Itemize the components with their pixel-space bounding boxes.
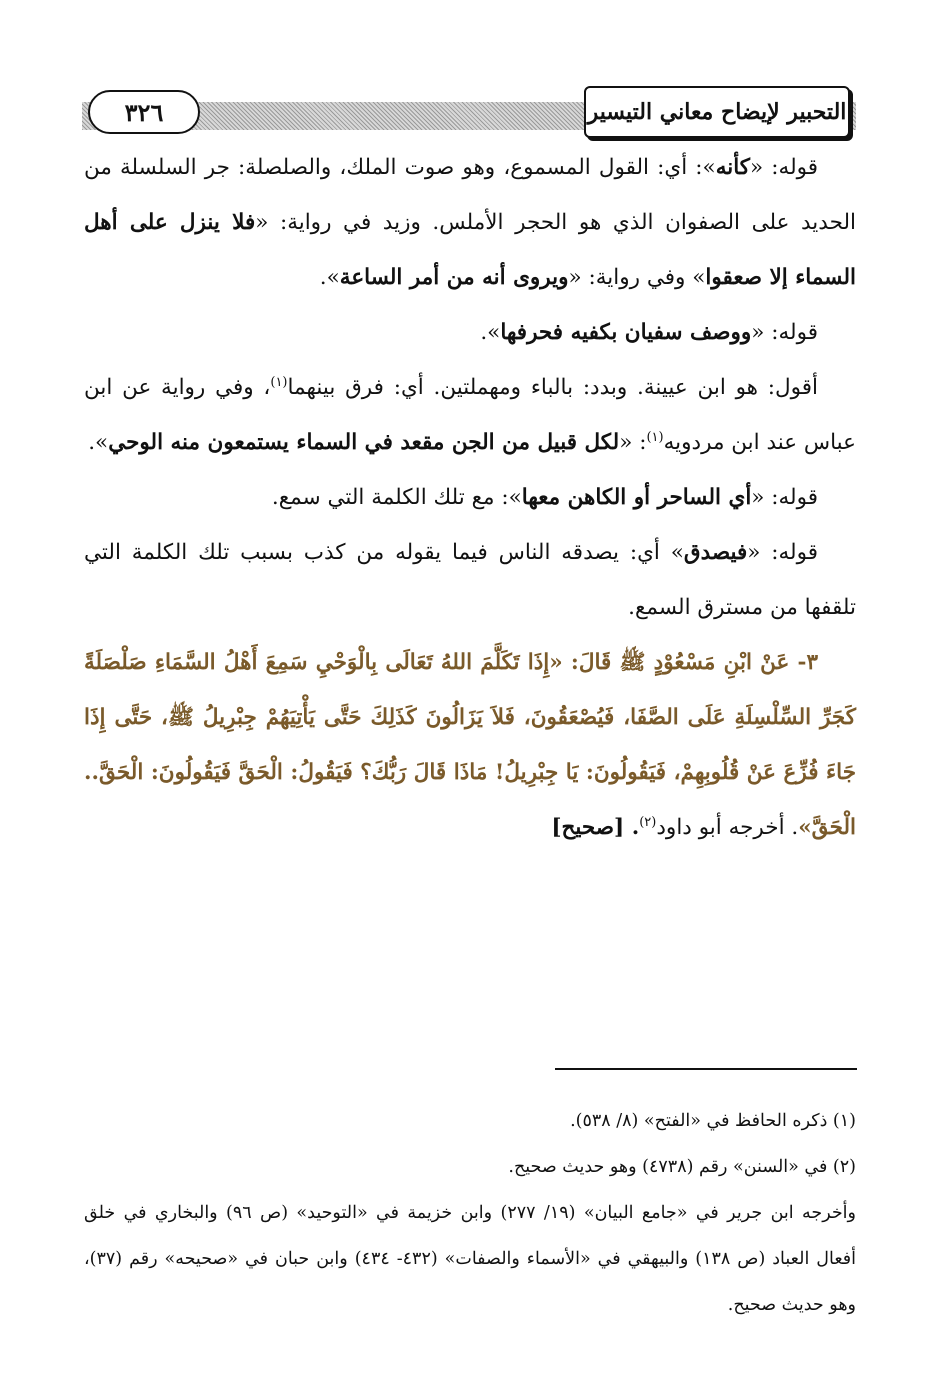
text: . أخرجه أبو داود — [656, 815, 799, 840]
bold-text: ويروى أنه من أمر الساعة — [339, 265, 569, 290]
paragraph-1 — [84, 140, 856, 305]
book-title: التحبير لإيضاح معاني التيسير — [584, 86, 850, 138]
bold-text: ووصف سفيان بكفيه فحرفها — [500, 320, 752, 345]
text: ». — [319, 265, 340, 290]
paragraph-4 — [84, 470, 856, 525]
paragraph-5 — [84, 525, 856, 635]
hadith-grade: [صحيح] — [551, 815, 625, 840]
footnote-ref[interactable]: (١) — [646, 429, 664, 445]
paragraph-2 — [84, 305, 856, 360]
text: أقول: هو ابن عيينة. وبدد: بالباء ومهملتين. أي: فرق بينهما — [287, 375, 818, 400]
text: » أي: يصدقه الناس فيما يقوله من كذب بسبب تلك الكلمة التي تلقفها من مسترق السمع. — [84, 540, 856, 620]
running-header — [82, 86, 856, 144]
footnote-ref[interactable]: (١) — [270, 374, 288, 390]
footnote-ref[interactable]: (٢) — [639, 814, 657, 830]
bold-text: كأنه — [715, 155, 751, 180]
hadith-paragraph — [84, 635, 856, 855]
text: » وفي رواية: « — [568, 265, 706, 290]
body-text — [84, 140, 856, 855]
text: قوله: « — [747, 540, 818, 565]
footnote-2-continued: وأخرجه ابن جرير في «جامع البيان» (١٩/ ٢٧٧) وابن خزيمة في «التوحيد» (ص ٩٦) والبخاري في خلق أفعال العباد (ص ١٣٨) والبيهقي في «الأسماء والصفات» (٤٣٢- ٤٣٤) وابن حبان في «صحيحه» رقم (٣٧)، وهو حديث صحيح. — [84, 1203, 857, 1315]
page-number: ٣٢٦ — [88, 90, 200, 134]
footnote-1: (١) ذكره الحافظ في «الفتح» (٨/ ٥٣٨). — [570, 1111, 856, 1131]
bold-text: أي الساحر أو الكاهن معها — [521, 485, 752, 510]
footnotes — [84, 1098, 856, 1328]
text: قوله: « — [751, 485, 818, 510]
bold-text: فلا ينزل على أهل السماء إلا صعقوا — [84, 210, 856, 290]
text: قوله: « — [750, 155, 818, 180]
text: قوله: « — [751, 320, 818, 345]
text: »: مع تلك الكلمة التي سمع. — [271, 485, 522, 510]
text: . — [624, 815, 640, 840]
bold-text: لكل قبيل من الجن مقعد في السماء يستمعون منه الوحي — [108, 430, 620, 455]
hadith-text: ٣- عَنْ ابْنِ مَسْعُوْدٍ ﷺ قَالَ: «إِذَا تَكَلَّمَ اللهُ تَعَالَى بِالْوَحْيِ سَمِعَ أَهْلُ السَّمَاءِ صَلْصَلَةً كَجَرِّ السِّلْسِلَةِ عَلَى الصَّفَا، فَيُصْعَقُونَ، فَلاَ يَزَالُونَ كَذَلِكَ حَتَّى يَأْتِيَهُمْ جِبْرِيلُ ﷺ، حَتَّى إِذَا جَاءَ فُزِّعَ عَنْ قُلُوبِهِمْ، فَيَقُولُونَ: يَا جِبْرِيلُ! مَاذَا قَالَ رَبُّكَ؟ فَيَقُولُ: الْحَقَّ فَيَقُولُونَ: الْحَقَّ.. الْحَقَّ» — [84, 650, 856, 840]
text: ، وفي رواية عن ابن عباس عند ابن مردويه — [84, 375, 856, 455]
footnote-2: (٢) في «السنن» رقم (٤٧٣٨) وهو حديث صحيح. — [508, 1157, 856, 1177]
bold-text: فيصدق — [683, 540, 748, 565]
text: ». — [88, 430, 109, 455]
paragraph-3 — [84, 360, 856, 470]
footnote-divider — [555, 1068, 857, 1070]
text: : « — [619, 430, 647, 455]
text: »: أي: القول المسموع، وهو صوت الملك، والصلصلة: جر السلسلة من الحديد على الصفوان الذي هو الحجر الأملس. وزيد في رواية: « — [84, 155, 856, 235]
text: ». — [480, 320, 501, 345]
